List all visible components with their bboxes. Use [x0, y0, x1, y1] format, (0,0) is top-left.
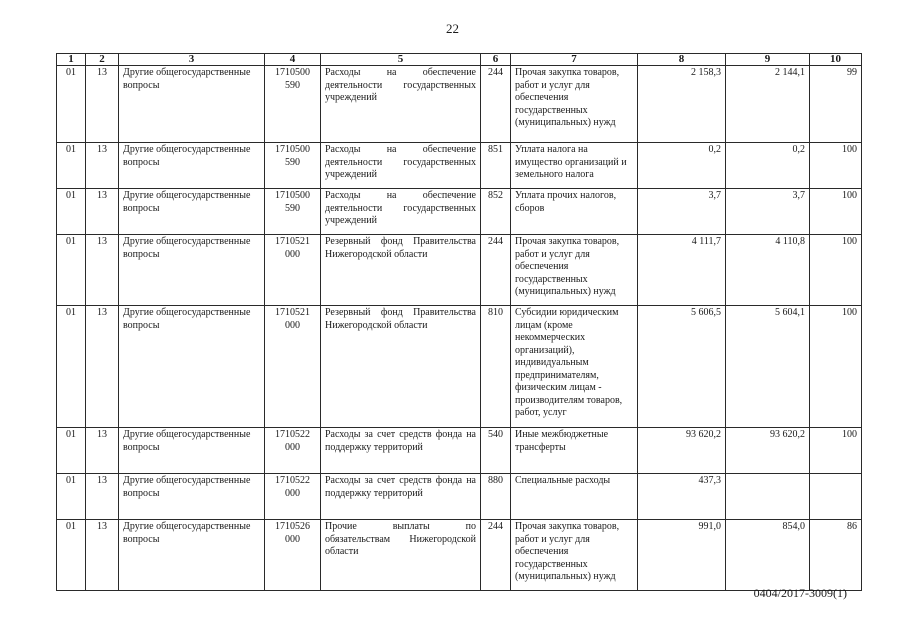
table-row [57, 306, 862, 428]
cell-percent [810, 474, 862, 520]
cell-executed: 2 144,1 [726, 66, 810, 143]
table-row [57, 235, 862, 306]
cell-planned: 4 111,7 [638, 235, 726, 306]
page-number: 22 [446, 21, 459, 36]
table-row [57, 66, 862, 143]
cell-expense-type: 244 [481, 66, 511, 143]
cell-section-name: Другие общегосударственные вопросы [119, 428, 265, 474]
cell-subsection: 13 [86, 520, 119, 591]
cell-section-name: Другие общегосударственные вопросы [119, 520, 265, 591]
col-header-6: 6 [481, 54, 511, 66]
cell-section: 01 [57, 520, 86, 591]
cell-section-name: Другие общегосударственные вопросы [119, 474, 265, 520]
col-header-1: 1 [57, 54, 86, 66]
col-header-9: 9 [726, 54, 810, 66]
col-header-3: 3 [119, 54, 265, 66]
table-body [57, 66, 862, 591]
col-header-2: 2 [86, 54, 119, 66]
cell-target-code: 1710521 000 [265, 306, 321, 428]
cell-target-name: Резервный фонд Правительства Нижегородской области [321, 306, 481, 428]
cell-expense-name: Иные межбюджетные трансферты [511, 428, 638, 474]
cell-section: 01 [57, 428, 86, 474]
cell-planned: 93 620,2 [638, 428, 726, 474]
col-header-7: 7 [511, 54, 638, 66]
cell-target-code: 1710522 000 [265, 474, 321, 520]
cell-planned: 5 606,5 [638, 306, 726, 428]
cell-executed: 4 110,8 [726, 235, 810, 306]
cell-executed: 93 620,2 [726, 428, 810, 474]
table-row [57, 143, 862, 189]
cell-expense-name: Прочая закупка товаров, работ и услуг для обеспечения государственных (муниципальных) нужд [511, 66, 638, 143]
cell-executed: 854,0 [726, 520, 810, 591]
cell-planned: 0,2 [638, 143, 726, 189]
cell-section: 01 [57, 235, 86, 306]
cell-section-name: Другие общегосударственные вопросы [119, 66, 265, 143]
col-header-4: 4 [265, 54, 321, 66]
cell-expense-name: Прочая закупка товаров, работ и услуг для обеспечения государственных (муниципальных) нужд [511, 235, 638, 306]
cell-section: 01 [57, 189, 86, 235]
cell-percent: 86 [810, 520, 862, 591]
cell-planned: 991,0 [638, 520, 726, 591]
cell-planned: 437,3 [638, 474, 726, 520]
cell-expense-name: Прочая закупка товаров, работ и услуг для обеспечения государственных (муниципальных) нужд [511, 520, 638, 591]
cell-executed: 3,7 [726, 189, 810, 235]
cell-expense-name: Уплата прочих налогов, сборов [511, 189, 638, 235]
cell-subsection: 13 [86, 306, 119, 428]
cell-expense-name: Субсидии юридическим лицам (кроме некоммерческих организаций), индивидуальным предпринимателям, физическим лицам - производителям товаров, работ, услуг [511, 306, 638, 428]
cell-target-name: Расходы за счет средств фонда на поддержку территорий [321, 474, 481, 520]
table-row [57, 428, 862, 474]
cell-expense-type: 880 [481, 474, 511, 520]
cell-target-code: 1710500 590 [265, 143, 321, 189]
cell-section: 01 [57, 306, 86, 428]
cell-target-code: 1710526 000 [265, 520, 321, 591]
header-row [57, 54, 862, 66]
cell-expense-type: 244 [481, 520, 511, 591]
cell-target-name: Резервный фонд Правительства Нижегородской области [321, 235, 481, 306]
cell-percent: 99 [810, 66, 862, 143]
cell-planned: 3,7 [638, 189, 726, 235]
cell-subsection: 13 [86, 428, 119, 474]
cell-expense-type: 540 [481, 428, 511, 474]
cell-target-code: 1710522 000 [265, 428, 321, 474]
cell-target-name: Расходы за счет средств фонда на поддержку территорий [321, 428, 481, 474]
cell-target-code: 1710500 590 [265, 189, 321, 235]
cell-target-name: Прочие выплаты по обязательствам Нижегородской области [321, 520, 481, 591]
cell-section-name: Другие общегосударственные вопросы [119, 235, 265, 306]
cell-target-name: Расходы на обеспечение деятельности государственных учреждений [321, 66, 481, 143]
cell-subsection: 13 [86, 474, 119, 520]
col-header-5: 5 [321, 54, 481, 66]
cell-executed [726, 474, 810, 520]
cell-percent: 100 [810, 306, 862, 428]
col-header-10: 10 [810, 54, 862, 66]
cell-subsection: 13 [86, 189, 119, 235]
cell-section: 01 [57, 143, 86, 189]
cell-percent: 100 [810, 143, 862, 189]
cell-expense-type: 244 [481, 235, 511, 306]
document-code: 0404/2017-3009(1) [753, 586, 847, 600]
cell-target-code: 1710521 000 [265, 235, 321, 306]
cell-expense-type: 851 [481, 143, 511, 189]
cell-section-name: Другие общегосударственные вопросы [119, 306, 265, 428]
cell-percent: 100 [810, 235, 862, 306]
cell-percent: 100 [810, 189, 862, 235]
cell-target-code: 1710500 590 [265, 66, 321, 143]
cell-section: 01 [57, 66, 86, 143]
cell-target-name: Расходы на обеспечение деятельности государственных учреждений [321, 189, 481, 235]
cell-executed: 0,2 [726, 143, 810, 189]
cell-expense-name: Уплата налога на имущество организаций и земельного налога [511, 143, 638, 189]
cell-target-name: Расходы на обеспечение деятельности государственных учреждений [321, 143, 481, 189]
col-header-8: 8 [638, 54, 726, 66]
cell-section-name: Другие общегосударственные вопросы [119, 143, 265, 189]
cell-subsection: 13 [86, 66, 119, 143]
cell-subsection: 13 [86, 235, 119, 306]
cell-expense-type: 810 [481, 306, 511, 428]
cell-expense-name: Специальные расходы [511, 474, 638, 520]
table-row [57, 520, 862, 591]
cell-planned: 2 158,3 [638, 66, 726, 143]
cell-executed: 5 604,1 [726, 306, 810, 428]
budget-table [56, 53, 862, 591]
cell-percent: 100 [810, 428, 862, 474]
cell-expense-type: 852 [481, 189, 511, 235]
table-row [57, 474, 862, 520]
cell-subsection: 13 [86, 143, 119, 189]
table-row [57, 189, 862, 235]
cell-section-name: Другие общегосударственные вопросы [119, 189, 265, 235]
cell-section: 01 [57, 474, 86, 520]
